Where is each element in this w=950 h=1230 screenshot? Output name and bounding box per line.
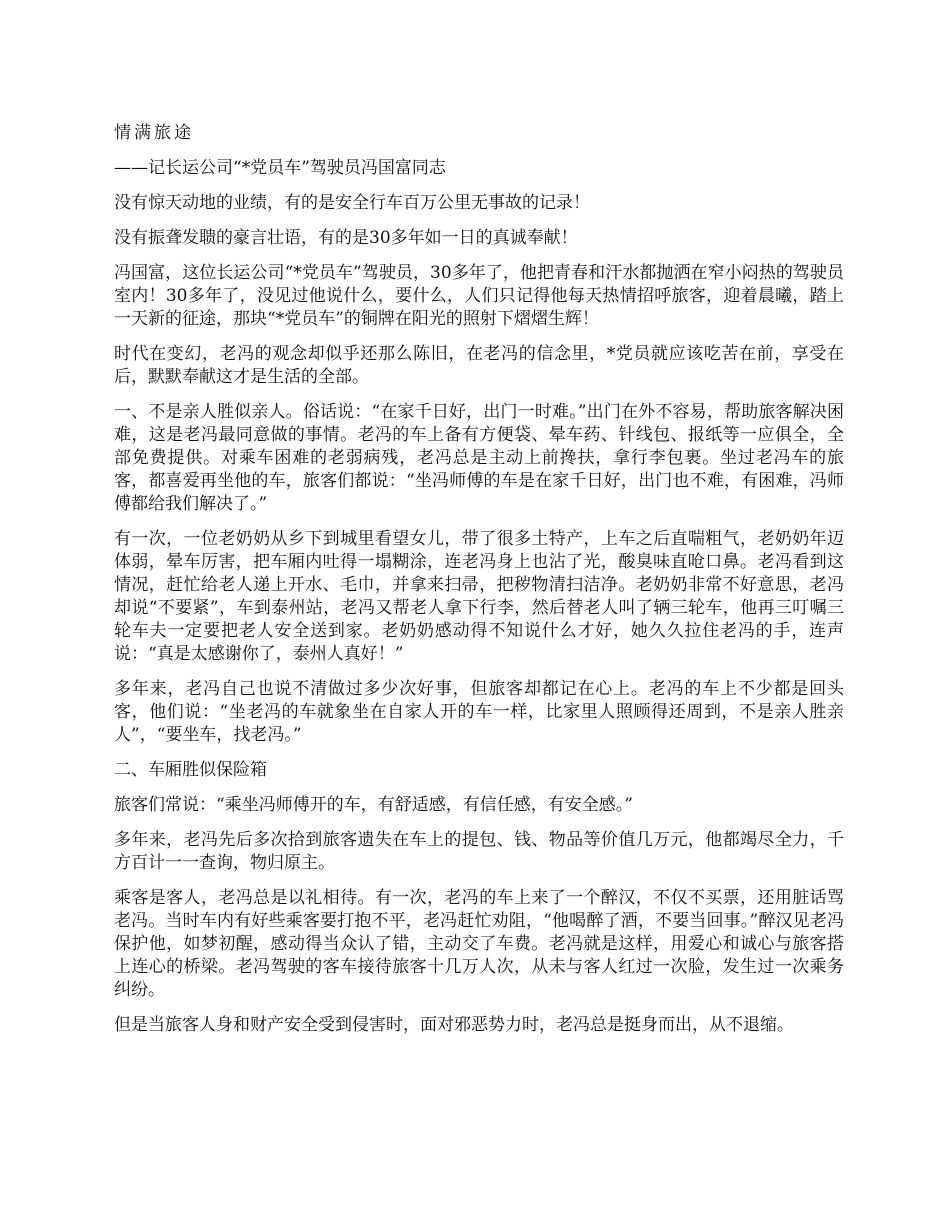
section-1-paragraph: 一、不是亲人胜似亲人。俗话说：“在家千日好，出门一时难。”出门在外不容易，帮助旅客解决困难，这是老冯最同意做的事情。老冯的车上备有方便袋、晕车药、针线包、报纸等一应俱全，全部免费提供。对乘车困难的老弱病残，老冯总是主动上前搀扶，拿行李包裹。坐过老冯车的旅客，都喜爱再坐他的车，旅客们都说：“坐冯师傅的车是在家千日好，出门也不难，有困难，冯师傅都给我们解决了。” xyxy=(114,402,844,514)
paragraph-11: 乘客是客人，老冯总是以礼相待。有一次，老冯的车上来了一个醉汉，不仅不买票，还用脏话骂老冯。当时车内有好些乘客要打抱不平，老冯赶忙劝阻，“他喝醉了酒，不要当回事。”醉汉见老冯保护他，如梦初醒，感动得当众认了错，主动交了车费。老冯就是这样，用爱心和诚心与旅客搭上连心的桥梁。老冯驾驶的客车接待旅客十几万人次，从未与客人红过一次脸，发生过一次乘务纠纷。 xyxy=(114,888,844,1000)
paragraph-12: 但是当旅客人身和财产安全受到侵害时，面对邪恶势力时，老冯总是挺身而出，从不退缩。 xyxy=(114,1015,794,1035)
paragraph-3: 冯国富，这位长运公司“*党员车”驾驶员，30多年了，他把青春和汗水都抛洒在窄小闷热的驾驶员室内！30多年了，没见过他说什么，要什么，人们只记得他每天热情招呼旅客，迎着晨曦，踏上一天新的征途，那块“*党员车”的铜牌在阳光的照射下熠熠生辉！ xyxy=(114,263,844,329)
paragraph-4: 时代在变幻，老冯的观念却似乎还那么陈旧，在老冯的信念里，*党员就应该吃苦在前，享受在后，默默奉献这才是生活的全部。 xyxy=(114,344,844,387)
paragraph-10: 多年来，老冯先后多次拾到旅客遗失在车上的提包、钱、物品等价值几万元，他都竭尽全力，千方百计一一查询，物归原主。 xyxy=(114,830,844,873)
document-body xyxy=(114,122,844,1049)
paragraph-9: 旅客们常说：“乘坐冯师傅开的车，有舒适感，有信任感，有安全感。” xyxy=(114,795,633,815)
section-2-heading: 二、车厢胜似保险箱 xyxy=(114,760,267,780)
document-title: 情满旅途 xyxy=(114,123,194,143)
paragraph-1: 没有惊天动地的业绩，有的是安全行车百万公里无事故的记录！ xyxy=(114,193,590,213)
document-subtitle: ——记长运公司“*党员车”驾驶员冯国富同志 xyxy=(114,158,446,178)
paragraph-7: 多年来，老冯自己也说不清做过多少次好事，但旅客却都记在心上。老冯的车上不少都是回头客，他们说：“坐老冯的车就象坐在自家人开的车一样，比家里人照顾得还周到，不是亲人胜亲人”，“要坐车，找老冯。” xyxy=(114,679,844,745)
paragraph-6: 有一次，一位老奶奶从乡下到城里看望女儿，带了很多土特产，上车之后直喘粗气，老奶奶年迈体弱，晕车厉害，把车厢内吐得一塌糊涂，连老冯身上也沾了光，酸臭味直呛口鼻。老冯看到这情况，赶忙给老人递上开水、毛巾，并拿来扫帚，把秽物清扫洁净。老奶奶非常不好意思，老冯却说“不要紧”，车到泰州站，老冯又帮老人拿下行李，然后替老人叫了辆三轮车，他再三叮嘱三轮车夫一定要把老人安全送到家。老奶奶感动得不知说什么才好，她久久拉住老冯的手，连声说：“真是太感谢你了，泰州人真好！” xyxy=(114,529,844,664)
paragraph-2: 没有振聋发聩的豪言壮语，有的是30多年如一日的真诚奉献！ xyxy=(114,228,578,248)
